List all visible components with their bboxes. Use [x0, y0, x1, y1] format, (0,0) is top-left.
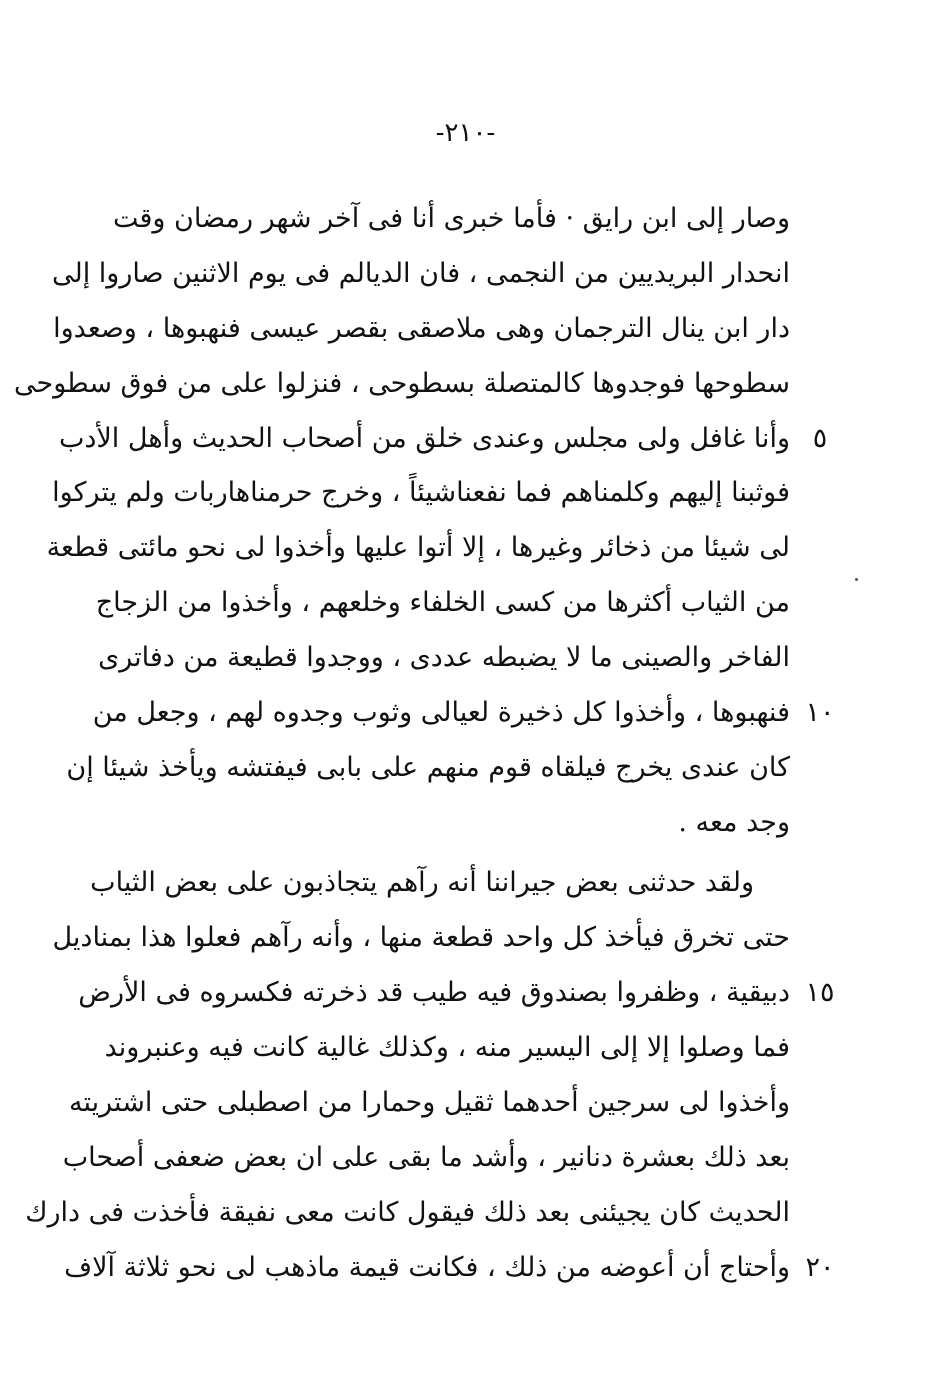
line-number-marker: ٥ [812, 423, 828, 454]
line-number-marker: ١٥ [805, 977, 835, 1008]
line-number-marker: ٢٠ [805, 1252, 835, 1283]
text-line: وصار إلى ابن رايق · فأما خبرى أنا فى آخر شهر رمضان وقت [112, 203, 790, 234]
text-line: دار ابن ينال الترجمان وهى ملاصقى بقصر عيسى فنهبوها ، وصعدوا [53, 313, 790, 344]
text-line: من الثياب أكثرها من كسى الخلفاء وخلعهم ، وأخذوا من الزجاج [95, 587, 790, 618]
text-line: بعد ذلك بعشرة دنانير ، وأشد ما بقى على ان بعض ضعفى أصحاب [62, 1142, 790, 1173]
scan-speck [855, 578, 858, 581]
text-line: وأخذوا لى سرجين أحدهما ثقيل وحمارا من اصطبلى حتى اشتريته [69, 1087, 790, 1118]
text-line: انحدار البريديين من النجمى ، فان الديالم فى يوم الاثنين صاروا إلى [51, 258, 790, 289]
text-line: دبيقية ، وظفروا بصندوق فيه طيب قد ذخرته فكسروه فى الأرض [78, 977, 790, 1008]
text-line: وجد معه . [678, 807, 790, 838]
text-line: فنهبوها ، وأخذوا كل ذخيرة لعيالى وثوب وجدوه لهم ، وجعل من [92, 697, 790, 728]
text-line: حتى تخرق فيأخذ كل واحد قطعة منها ، وأنه رآهم فعلوا هذا بمناديل [52, 922, 790, 953]
text-line: الفاخر والصينى ما لا يضبطه عددى ، ووجدوا قطيعة من دفاترى [98, 642, 790, 673]
text-line: وأحتاج أن أعوضه من ذلك ، فكانت قيمة ماذهب لى نحو ثلاثة آلاف [64, 1252, 790, 1283]
text-line: فوثبنا إليهم وكلمناهم فما نفعناشيئاً ، وخرج حرمناهاربات ولم يتركوا [52, 477, 790, 508]
text-line: فما وصلوا إلا إلى اليسير منه ، وكذلك غالية كانت فيه وعنبروند [104, 1032, 790, 1063]
text-line: لى شيئا من ذخائر وغيرها ، إلا أتوا عليها وأخذوا لى نحو مائتى قطعة [46, 532, 790, 563]
text-line: كان عندى يخرج فيلقاه قوم منهم على بابى فيفتشه ويأخذ شيئا إن [66, 752, 790, 783]
page-number: -٢١٠- [435, 118, 496, 148]
text-line: الحديث كان يجيئنى بعد ذلك فيقول كانت معى نفيقة فأخذت فى دارك [25, 1197, 790, 1228]
paragraph-first-line: ولقد حدثنى بعض جيراننا أنه رآهم يتجاذبون على بعض الثياب [90, 867, 754, 898]
text-line: وأنا غافل ولى مجلس وعندى خلق من أصحاب الحديث وأهل الأدب [58, 423, 790, 454]
text-line: سطوحها فوجدوها كالمتصلة بسطوحى ، فنزلوا على من فوق سطوحى [14, 368, 790, 399]
line-number-marker: ١٠ [805, 697, 835, 728]
